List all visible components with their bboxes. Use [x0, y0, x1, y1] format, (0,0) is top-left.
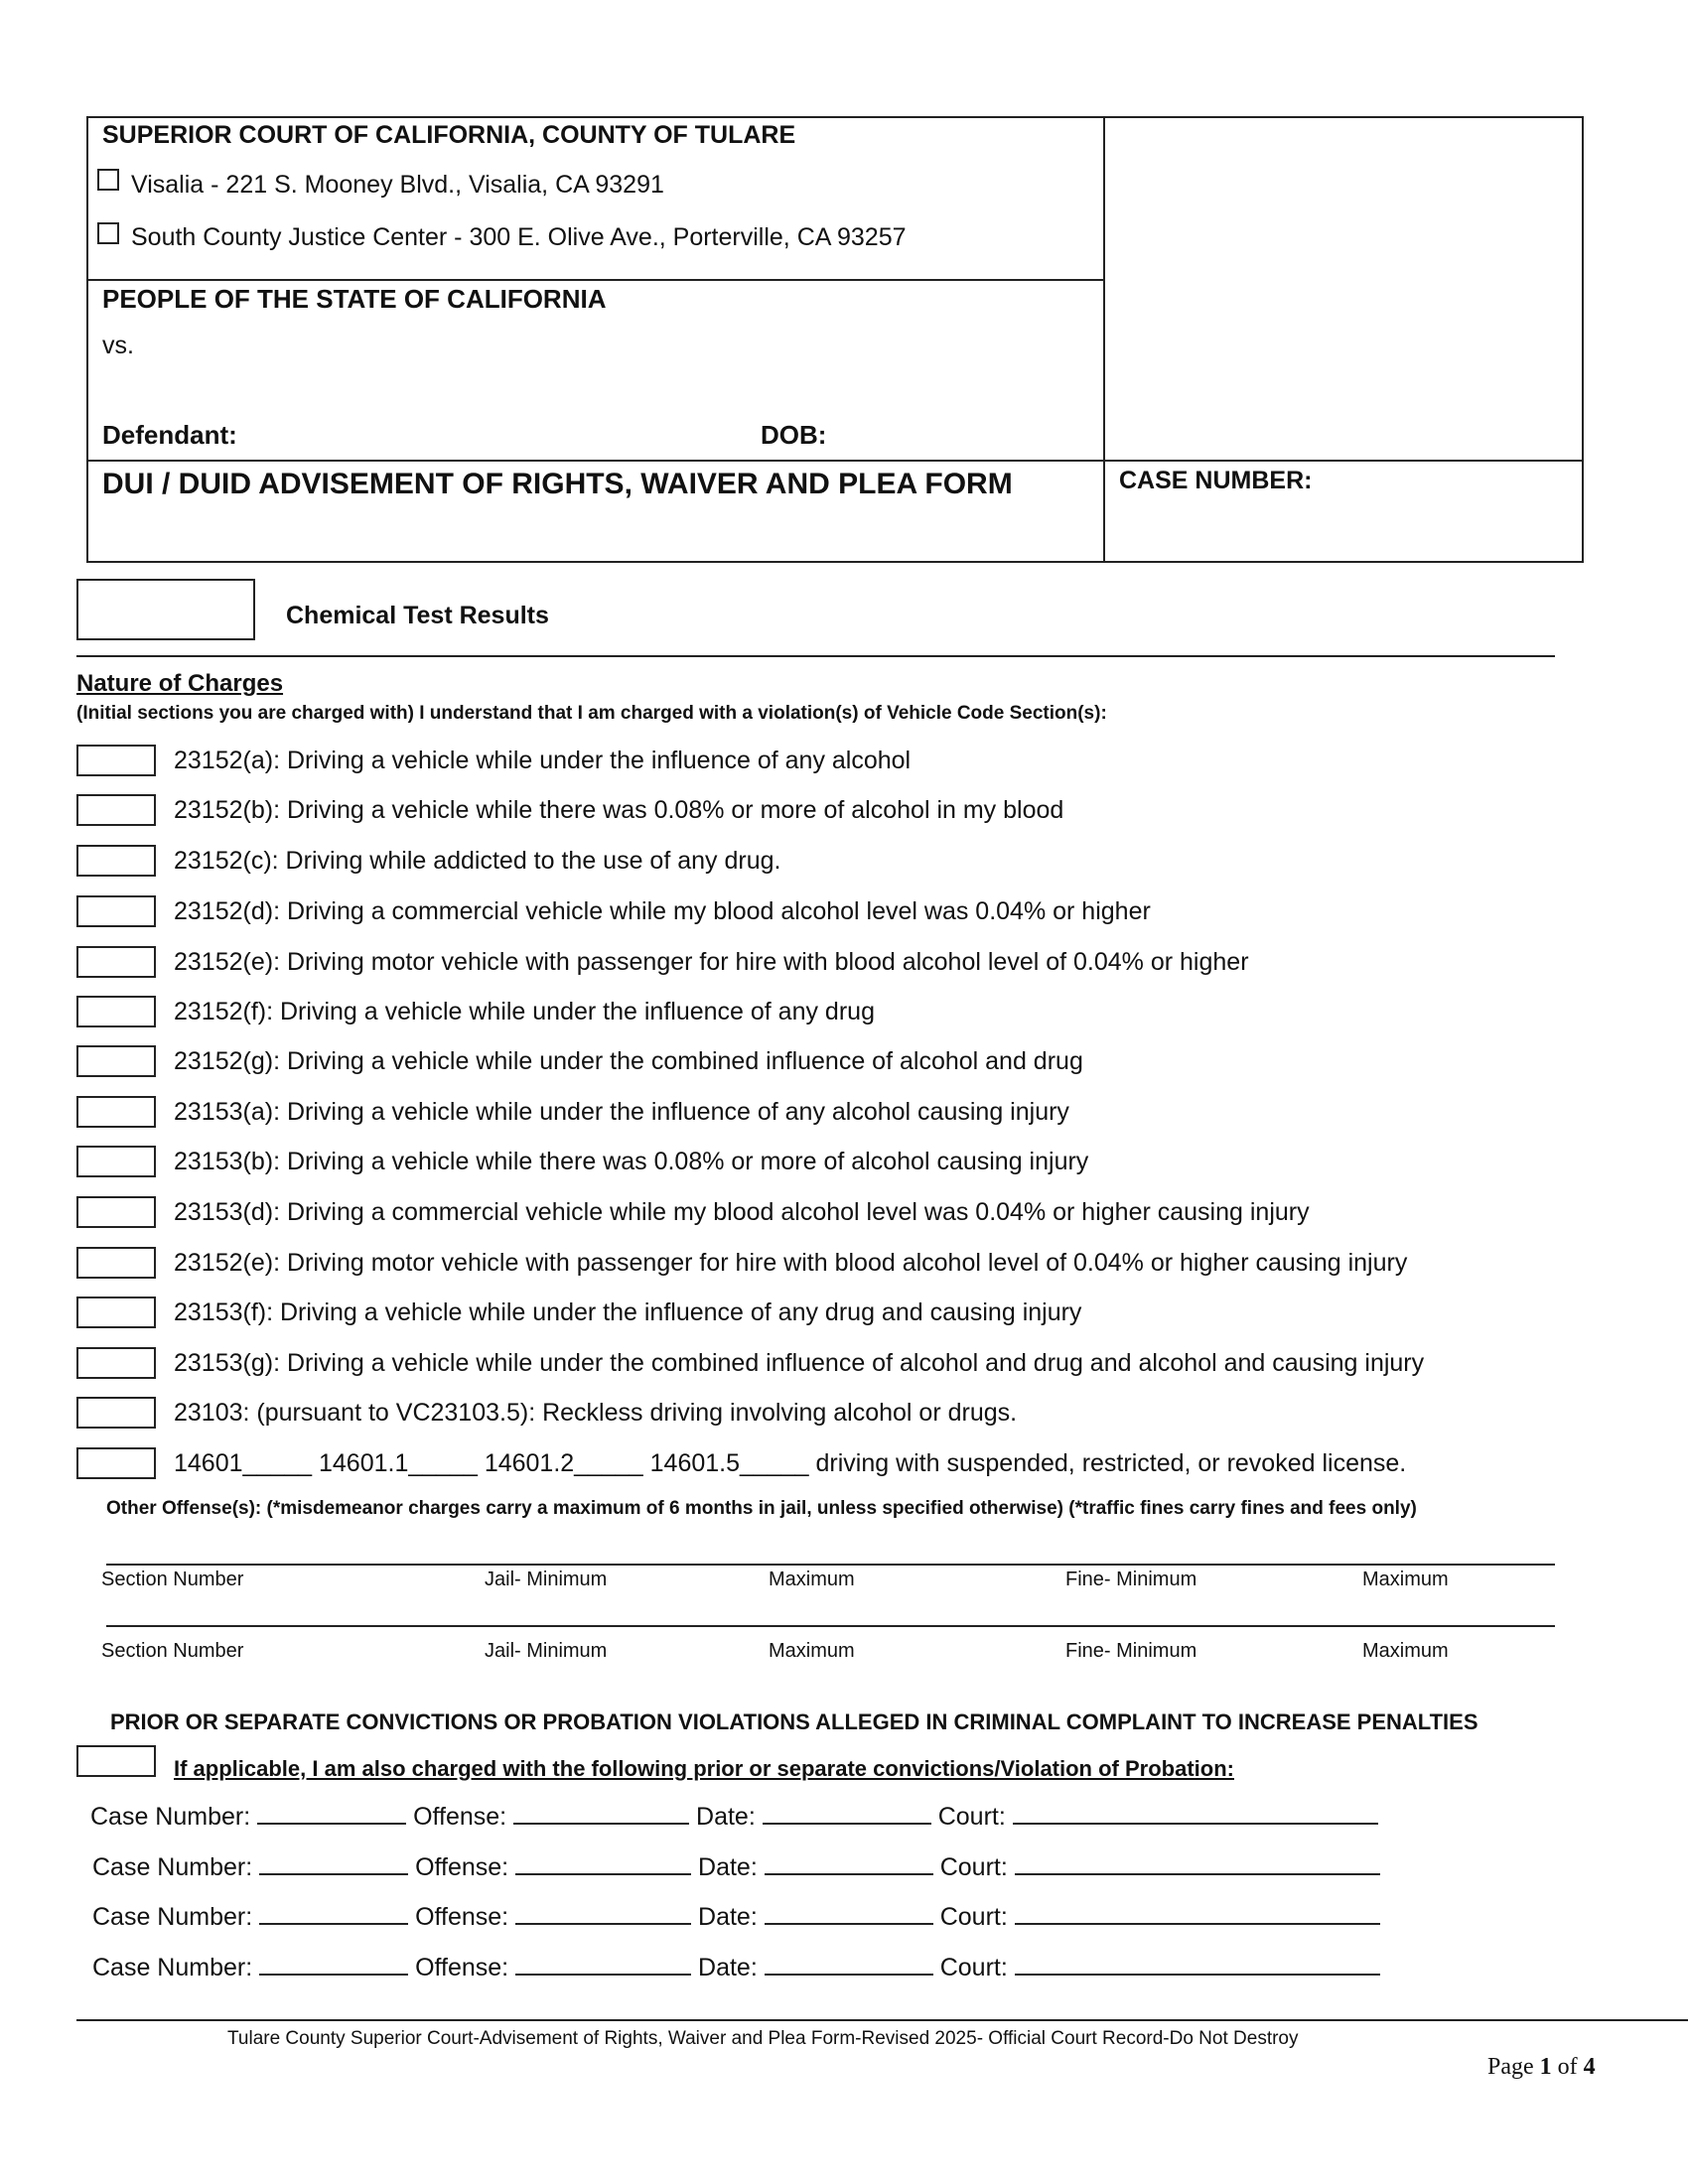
- form-title: DUI / DUID ADVISEMENT OF RIGHTS, WAIVER AND PLEA FORM: [102, 468, 1013, 500]
- charge-text: 23152(a): Driving a vehicle while under the influence of any alcohol: [174, 747, 912, 774]
- dob-label: DOB:: [761, 420, 827, 450]
- charge-row: [76, 895, 1566, 931]
- col-fine-maximum: Maximum: [1362, 1569, 1449, 1590]
- charge-text: 23153(d): Driving a commercial vehicle while my blood alcohol level was 0.04% or higher causing injury: [174, 1198, 1310, 1226]
- footer-text: Tulare County Superior Court-Advisement of Rights, Waiver and Plea Form-Revised 2025- Official Court Record-Do Not Destroy: [227, 2028, 1299, 2049]
- page-of: of: [1557, 2054, 1578, 2080]
- chemical-test-input[interactable]: [76, 579, 255, 640]
- page-current: 1: [1539, 2054, 1552, 2080]
- charge-text: 23152(f): Driving a vehicle while under the influence of any drug: [174, 998, 875, 1025]
- case-number-label: Case Number:: [92, 1853, 253, 1881]
- court-label: Court:: [939, 1954, 1008, 1981]
- charge-initial-box[interactable]: [76, 745, 156, 776]
- page-number: [1487, 2054, 1596, 2081]
- case-number-label: Case Number:: [90, 1803, 251, 1831]
- date-label: Date:: [696, 1803, 756, 1831]
- case-number-field[interactable]: [259, 1851, 408, 1875]
- other-offense-line[interactable]: [106, 1564, 1555, 1566]
- charge-initial-box[interactable]: [76, 1247, 156, 1279]
- charge-text: 23153(a): Driving a vehicle while under the influence of any alcohol causing injury: [174, 1098, 1069, 1126]
- offense-label: Offense:: [415, 1954, 509, 1981]
- date-field[interactable]: [763, 1801, 931, 1825]
- caption-divider-vertical: [1103, 116, 1105, 563]
- charge-text: 23153(f): Driving a vehicle while under the influence of any drug and causing injury: [174, 1298, 1082, 1326]
- charge-text: 23152(e): Driving motor vehicle with passenger for hire with blood alcohol level of 0.04% or higher: [174, 948, 1249, 976]
- south-county-checkbox[interactable]: [97, 222, 119, 244]
- date-field[interactable]: [765, 1901, 933, 1925]
- charge-initial-box[interactable]: [76, 1096, 156, 1128]
- charge-text: 23152(e): Driving motor vehicle with passenger for hire with blood alcohol level of 0.04% or higher causing injury: [174, 1249, 1408, 1277]
- charge-row: [76, 946, 1566, 982]
- charge-row: [76, 996, 1566, 1031]
- priors-initial-box[interactable]: [76, 1745, 156, 1777]
- caption-divider: [86, 279, 1104, 281]
- col-jail-minimum: Jail- Minimum: [485, 1640, 608, 1662]
- charge-text: 23152(g): Driving a vehicle while under the combined influence of alcohol and drug: [174, 1047, 1083, 1075]
- offense-field[interactable]: [515, 1901, 691, 1925]
- court-label: Court:: [939, 1853, 1008, 1881]
- offense-field[interactable]: [513, 1801, 689, 1825]
- charge-text: 23152(c): Driving while addicted to the use of any drug.: [174, 847, 781, 875]
- charge-row: [76, 1247, 1566, 1283]
- charge-row: [76, 1447, 1566, 1483]
- court-label: Court:: [939, 1903, 1008, 1931]
- caption-divider: [86, 460, 1584, 462]
- date-label: Date:: [698, 1903, 758, 1931]
- charge-text: 23152(d): Driving a commercial vehicle while my blood alcohol level was 0.04% or higher: [174, 897, 1151, 925]
- prior-row: [92, 1851, 1380, 1882]
- charge-row: [76, 1146, 1566, 1181]
- visalia-checkbox[interactable]: [97, 169, 119, 191]
- offense-label: Offense:: [415, 1903, 509, 1931]
- case-number-field[interactable]: [257, 1801, 406, 1825]
- prior-row: [90, 1801, 1378, 1832]
- date-field[interactable]: [765, 1952, 933, 1976]
- case-number-label: Case Number:: [92, 1903, 253, 1931]
- case-number-label: CASE NUMBER:: [1119, 467, 1313, 494]
- offense-field[interactable]: [515, 1952, 691, 1976]
- charge-row: [76, 745, 1566, 780]
- col-section-number: Section Number: [101, 1640, 244, 1662]
- vs-label: vs.: [102, 332, 134, 359]
- charge-row: [76, 1096, 1566, 1132]
- charge-initial-box[interactable]: [76, 895, 156, 927]
- court-field[interactable]: [1015, 1851, 1380, 1875]
- col-fine-maximum: Maximum: [1362, 1640, 1449, 1662]
- prior-row: [92, 1901, 1380, 1932]
- charges-instruction: (Initial sections you are charged with) I understand that I am charged with a violation(s) of Vehicle Code Section(s):: [76, 703, 1107, 724]
- date-field[interactable]: [765, 1851, 933, 1875]
- charges-title: Nature of Charges: [76, 670, 284, 697]
- defendant-label: Defendant:: [102, 420, 237, 450]
- section-divider: [76, 655, 1555, 657]
- col-fine-minimum: Fine- Minimum: [1065, 1569, 1197, 1590]
- footer-divider: [76, 2019, 1688, 2021]
- court-field[interactable]: [1015, 1952, 1380, 1976]
- charge-text: 23153(g): Driving a vehicle while under the combined influence of alcohol and drug and alcohol and causing injury: [174, 1349, 1425, 1377]
- other-offenses-note: Other Offense(s): (*misdemeanor charges carry a maximum of 6 months in jail, unless specified otherwise) (*traffic fines carry fines and fees only): [106, 1498, 1417, 1519]
- charge-row: [76, 1397, 1566, 1433]
- case-number-field[interactable]: [259, 1901, 408, 1925]
- visalia-location: Visalia - 221 S. Mooney Blvd., Visalia, CA 93291: [131, 171, 664, 199]
- charge-initial-box[interactable]: [76, 845, 156, 877]
- col-jail-maximum: Maximum: [769, 1569, 855, 1590]
- date-label: Date:: [698, 1853, 758, 1881]
- charge-text: 14601_____ 14601.1_____ 14601.2_____ 14601.5_____ driving with suspended, restricted, or revoked license.: [174, 1449, 1407, 1477]
- case-number-label: Case Number:: [92, 1954, 253, 1981]
- charge-row: [76, 845, 1566, 881]
- priors-subtitle: If applicable, I am also charged with the following prior or separate convictions/Violation of Probation:: [174, 1756, 1234, 1781]
- court-field[interactable]: [1013, 1801, 1378, 1825]
- offense-field[interactable]: [515, 1851, 691, 1875]
- court-label: Court:: [937, 1803, 1006, 1831]
- charge-initial-box[interactable]: [76, 1146, 156, 1177]
- south-county-location: South County Justice Center - 300 E. Olive Ave., Porterville, CA 93257: [131, 223, 907, 251]
- charge-initial-box[interactable]: [76, 1297, 156, 1328]
- priors-title: PRIOR OR SEPARATE CONVICTIONS OR PROBATION VIOLATIONS ALLEGED IN CRIMINAL COMPLAINT TO INCREASE PENALTIES: [110, 1709, 1478, 1734]
- charge-row: [76, 1297, 1566, 1332]
- charge-initial-box[interactable]: [76, 996, 156, 1027]
- page-word: Page: [1487, 2054, 1534, 2080]
- charge-row: [76, 1347, 1566, 1383]
- prior-row: [92, 1952, 1380, 1982]
- charge-initial-box[interactable]: [76, 1045, 156, 1077]
- offense-label: Offense:: [415, 1853, 509, 1881]
- charge-text: 23103: (pursuant to VC23103.5): Reckless driving involving alcohol or drugs.: [174, 1399, 1018, 1427]
- col-jail-maximum: Maximum: [769, 1640, 855, 1662]
- charge-row: [76, 794, 1566, 830]
- charge-initial-box[interactable]: [76, 1447, 156, 1479]
- court-name: SUPERIOR COURT OF CALIFORNIA, COUNTY OF TULARE: [102, 121, 796, 149]
- case-number-field[interactable]: [259, 1952, 408, 1976]
- other-offense-line[interactable]: [106, 1625, 1555, 1627]
- chemical-test-label: Chemical Test Results: [286, 602, 549, 629]
- charge-initial-box[interactable]: [76, 946, 156, 978]
- people-heading: PEOPLE OF THE STATE OF CALIFORNIA: [102, 284, 607, 314]
- page-total: 4: [1583, 2054, 1596, 2080]
- col-section-number: Section Number: [101, 1569, 244, 1590]
- charge-text: 23153(b): Driving a vehicle while there was 0.08% or more of alcohol causing injury: [174, 1148, 1089, 1175]
- charge-row: [76, 1196, 1566, 1232]
- charge-text: 23152(b): Driving a vehicle while there was 0.08% or more of alcohol in my blood: [174, 796, 1064, 824]
- court-field[interactable]: [1015, 1901, 1380, 1925]
- charge-initial-box[interactable]: [76, 1347, 156, 1379]
- date-label: Date:: [698, 1954, 758, 1981]
- col-jail-minimum: Jail- Minimum: [485, 1569, 608, 1590]
- charge-initial-box[interactable]: [76, 1196, 156, 1228]
- offense-label: Offense:: [413, 1803, 507, 1831]
- col-fine-minimum: Fine- Minimum: [1065, 1640, 1197, 1662]
- charge-initial-box[interactable]: [76, 1397, 156, 1429]
- charge-row: [76, 1045, 1566, 1081]
- charge-initial-box[interactable]: [76, 794, 156, 826]
